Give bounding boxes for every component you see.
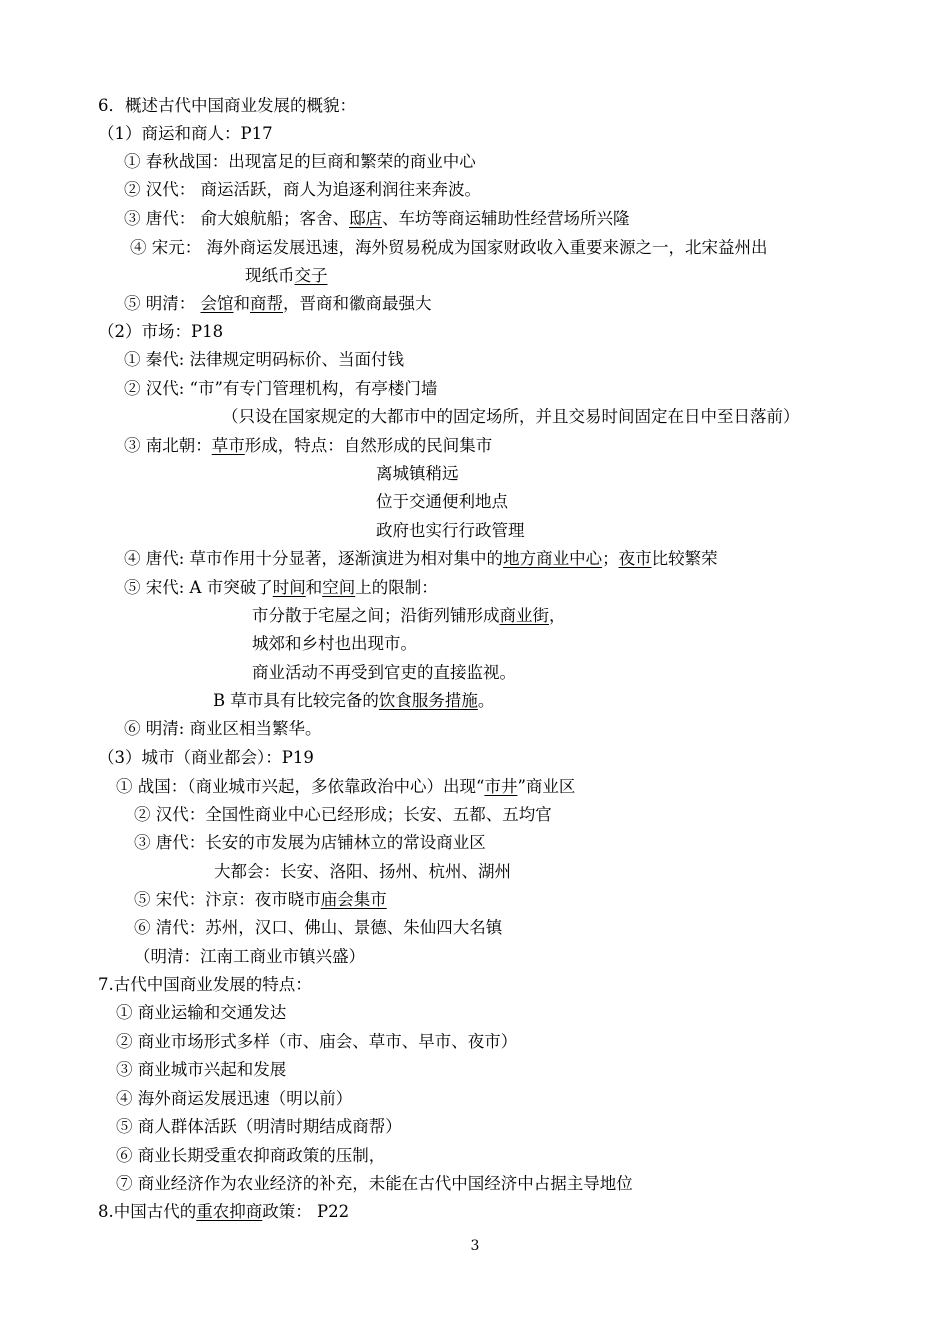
text-segment: ② 汉代： 商运活跃，商人为追逐利润往来奔波。 (124, 180, 481, 199)
text-line (134, 832, 486, 854)
text-line (98, 321, 223, 343)
text-line (116, 1116, 402, 1138)
text-segment: ⑥ 商业长期受重农抑商政策的压制， (116, 1146, 386, 1165)
text-segment: 。 (477, 691, 495, 710)
text-line (222, 406, 800, 428)
text-line (98, 974, 312, 996)
text-line (124, 435, 492, 457)
text-line (134, 804, 552, 826)
text-line (130, 237, 768, 259)
text-segment: 和 (305, 578, 323, 597)
text-line (124, 349, 404, 371)
text-segment: ① 商业运输和交通发达 (116, 1003, 287, 1022)
text-segment: ③ 唐代： 俞大娘航船；客舍、 (124, 209, 349, 228)
text-segment: B 草市具有比较完备的 (213, 691, 379, 710)
underlined-term: 重农抑商 (196, 1202, 263, 1221)
text-segment: 6．概述古代中国商业发展的概貌： (98, 96, 356, 115)
text-segment: （3）城市（商业都会）：P19 (98, 748, 314, 767)
underlined-term: 地方商业中心 (503, 549, 603, 568)
text-line (124, 151, 476, 173)
underlined-term: 商帮 (250, 294, 283, 313)
text-line (134, 889, 387, 911)
underlined-term: 市井 (484, 777, 518, 796)
text-line (376, 491, 508, 513)
text-segment: 离城镇稍远 (376, 464, 459, 483)
text-line (252, 633, 417, 655)
text-segment: ⑤ 商人群体活跃（明清时期结成商帮） (116, 1117, 402, 1136)
underlined-term: 空间 (322, 578, 356, 597)
text-segment: 市分散于宅屋之间；沿街列铺形成 (252, 606, 500, 625)
text-segment: ③ 唐代：长安的市发展为店铺林立的常设商业区 (134, 833, 486, 852)
text-segment: ⑤ 明清： (124, 294, 201, 313)
page-number: 3 (470, 1238, 480, 1254)
text-line (124, 208, 630, 230)
text-segment: ③ 南北朝： (124, 436, 212, 455)
text-segment: ⑥ 明清: 商业区相当繁华。 (124, 719, 322, 738)
text-line (116, 1031, 517, 1053)
text-segment: ⑤ 宋代：汴京：夜市晓市 (134, 890, 321, 909)
text-segment: ① 战国：（商业城市兴起，多依靠政治中心）出现“ (116, 777, 485, 796)
text-line (116, 776, 575, 798)
text-segment: ； (602, 549, 619, 568)
text-segment: 现纸币 (245, 266, 295, 285)
underlined-term: 庙会集市 (320, 890, 387, 909)
text-line (116, 1059, 286, 1081)
text-line (134, 917, 502, 939)
text-segment: ⑦ 商业经济作为农业经济的补充，未能在古代中国经济中占据主导地位 (116, 1174, 633, 1193)
text-line (376, 463, 459, 485)
text-segment: 和 (233, 294, 250, 313)
text-segment: 7.古代中国商业发展的特点： (98, 975, 312, 994)
underlined-term: 商业街 (499, 606, 549, 625)
text-line (116, 1002, 286, 1024)
text-line (376, 520, 525, 542)
text-line (245, 265, 328, 287)
text-segment: 城郊和乡村也出现市。 (252, 634, 417, 653)
underlined-term: 邸店 (349, 209, 382, 228)
text-segment: 位于交通便利地点 (376, 492, 508, 511)
underlined-term: 时间 (272, 578, 306, 597)
text-segment: ⑥ 清代：苏州，汉口、佛山、景德、朱仙四大名镇 (134, 918, 503, 937)
text-line (252, 605, 566, 627)
text-segment: ③ 商业城市兴起和发展 (116, 1060, 287, 1079)
text-segment: ① 春秋战国：出现富足的巨商和繁荣的商业中心 (124, 152, 476, 171)
text-segment: ，晋商和徽商最强大 (283, 294, 432, 313)
text-segment: （明清：江南工商业市镇兴盛） (134, 947, 365, 966)
text-line (252, 662, 516, 684)
underlined-term: 草市 (211, 436, 245, 455)
text-line (124, 548, 718, 570)
text-line (124, 179, 481, 201)
text-segment: ② 商业市场形式多样（市、庙会、草市、早市、夜市） (116, 1032, 518, 1051)
text-segment: ⑤ 宋代: A 市突破了 (124, 578, 273, 597)
text-segment: ④ 唐代: 草市作用十分显著，逐渐演进为相对集中的 (124, 549, 504, 568)
text-segment: 大都会：长安、洛阳、扬州、杭州、湖州 (214, 862, 511, 881)
text-segment: 8.中国古代的 (98, 1202, 197, 1221)
underlined-term: 会馆 (200, 294, 234, 313)
text-segment: （1）商运和商人：P17 (98, 124, 273, 143)
text-segment: 、车坊等商运辅助性经营场所兴隆 (382, 209, 630, 228)
text-line (98, 1201, 349, 1223)
text-line (124, 718, 322, 740)
underlined-term: 交子 (294, 266, 328, 285)
text-segment: ④ 宋元： 海外商运发展迅速，海外贸易税成为国家财政收入重要来源之一，北宋益州出 (130, 238, 768, 257)
text-line (213, 690, 494, 712)
text-line (124, 378, 437, 400)
text-segment: 商业活动不再受到官吏的直接监视。 (252, 663, 516, 682)
text-line (214, 861, 511, 883)
text-line (98, 95, 356, 117)
text-segment: （2）市场：P18 (98, 322, 224, 341)
text-segment: ， (549, 606, 566, 625)
text-line (116, 1088, 352, 1110)
text-segment: 政策： P22 (262, 1202, 350, 1221)
text-segment: 比较繁荣 (651, 549, 718, 568)
text-line (116, 1145, 385, 1167)
text-segment: ④ 海外商运发展迅速（明以前） (116, 1089, 353, 1108)
text-line (98, 123, 273, 145)
text-segment: 上的限制： (355, 578, 438, 597)
text-line (98, 747, 314, 769)
text-segment: （只设在国家规定的大都市中的固定场所，并且交易时间固定在日中至日落前） (222, 407, 800, 426)
text-segment: ”商业区 (517, 777, 576, 796)
text-line (124, 577, 438, 599)
text-segment: ① 秦代: 法律规定明码标价、当面付钱 (124, 350, 405, 369)
text-line (116, 1173, 633, 1195)
underlined-term: 夜市 (618, 549, 652, 568)
text-segment: 形成，特点：自然形成的民间集市 (244, 436, 493, 455)
text-line (124, 293, 432, 315)
text-segment: ② 汉代：全国性商业中心已经形成；长安、五都、五均官 (134, 805, 552, 824)
text-segment: 政府也实行行政管理 (376, 521, 525, 540)
text-line (134, 946, 365, 968)
underlined-term: 饮食服务措施 (378, 691, 478, 710)
text-segment: ② 汉代: “市”有专门管理机构，有亭楼门墙 (124, 379, 438, 398)
